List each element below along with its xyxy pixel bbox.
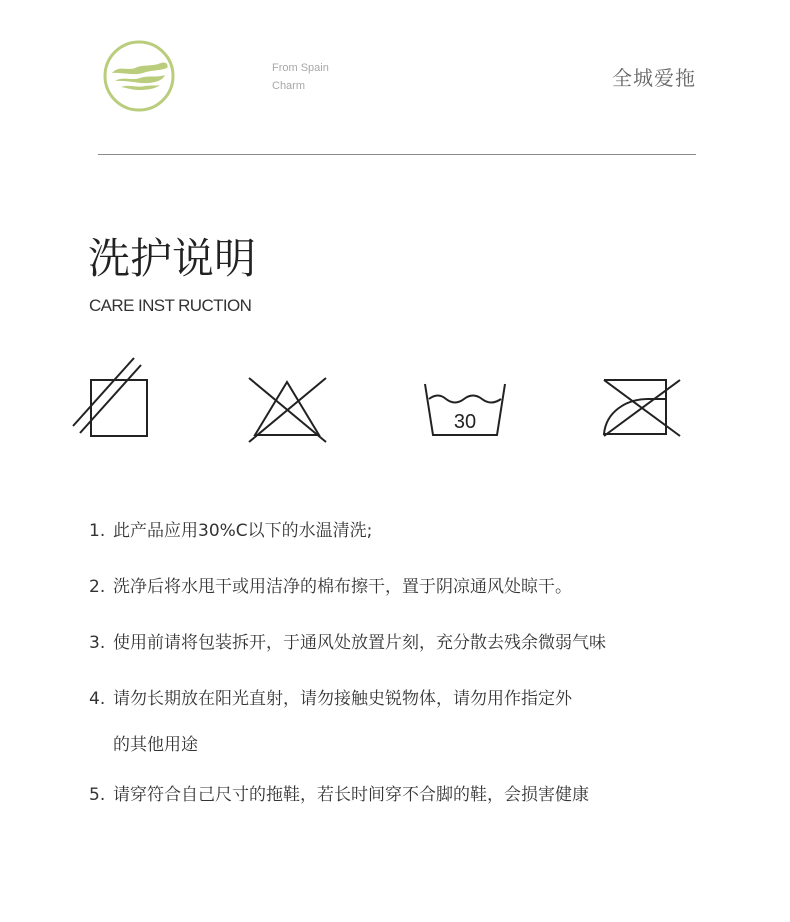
do-not-iron-icon xyxy=(596,354,686,444)
tagline-line-1: From Spain xyxy=(272,62,329,74)
wash-30-icon xyxy=(420,354,510,444)
instruction-item xyxy=(89,628,606,653)
swirl-logo-icon xyxy=(103,40,175,112)
instruction-item xyxy=(89,572,572,597)
wash-temperature-label: 30 xyxy=(453,411,477,433)
instruction-text: 此产品应用30%C以下的水温清洗; xyxy=(113,521,373,541)
instruction-text: 请勿长期放在阳光直射，请勿接触史锐物体，请勿用作指定外 xyxy=(113,689,572,709)
do-not-tumble-dry-icon xyxy=(68,354,158,444)
instruction-text: 洗净后将水甩干或用洁净的棉布擦干，置于阴凉通风处晾干。 xyxy=(113,577,572,597)
instruction-number: 5. xyxy=(89,785,106,805)
do-not-bleach-icon xyxy=(242,354,332,444)
instruction-text-continuation: 的其他用途 xyxy=(113,735,198,755)
instruction-text: 请穿符合自己尺寸的拖鞋，若长时间穿不合脚的鞋，会损害健康 xyxy=(113,785,589,805)
instruction-number: 4. xyxy=(89,689,106,709)
brand-name: 全城爱拖 xyxy=(612,66,696,90)
section-subtitle: CARE INST RUCTION xyxy=(89,296,252,315)
instruction-item xyxy=(89,780,589,805)
instruction-number: 1. xyxy=(89,521,106,541)
instruction-text: 使用前请将包装拆开，于通风处放置片刻，充分散去残余微弱气味 xyxy=(113,633,606,653)
instruction-item xyxy=(89,684,572,755)
header-divider xyxy=(98,154,696,155)
tagline-line-2: Charm xyxy=(272,80,306,92)
instruction-number: 2. xyxy=(89,577,106,597)
section-title: 洗护说明 xyxy=(88,234,257,283)
tagline xyxy=(272,59,329,95)
instruction-number: 3. xyxy=(89,633,106,653)
instruction-item xyxy=(89,516,372,541)
